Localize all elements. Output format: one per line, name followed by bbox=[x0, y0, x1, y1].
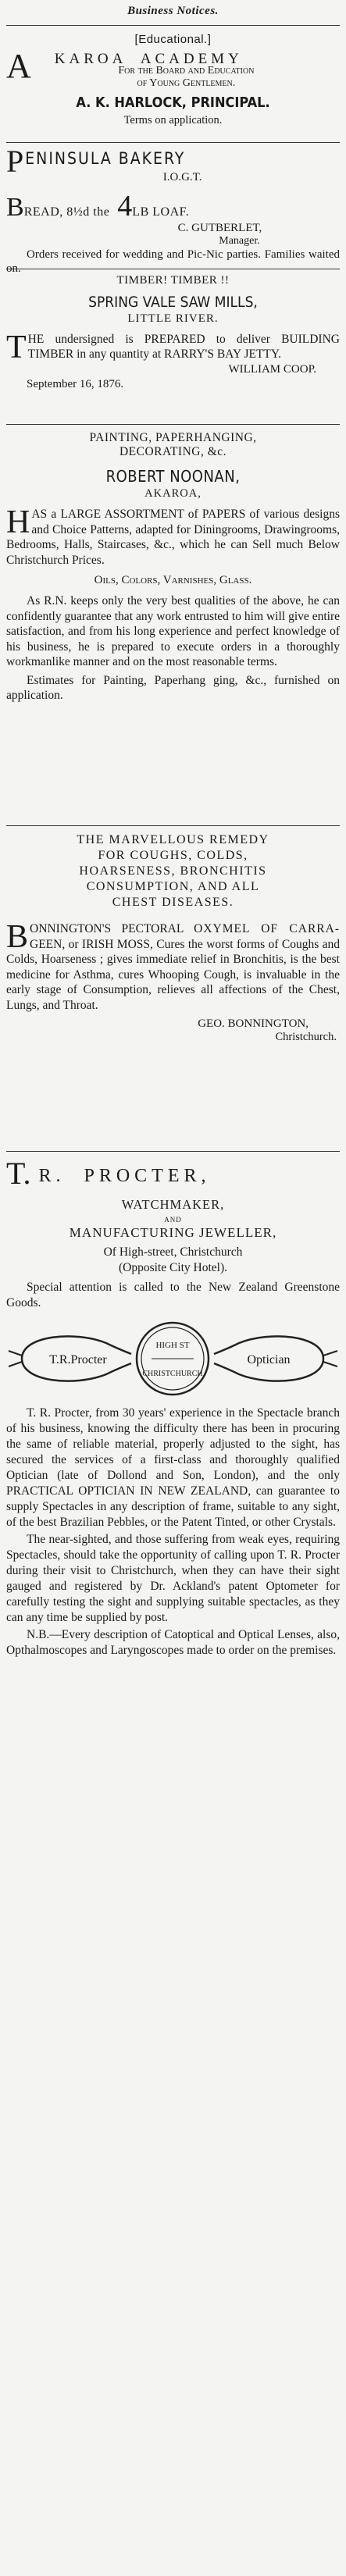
procter-special: Special attention is called to the New Zealand Greenstone Goods. bbox=[6, 1281, 340, 1309]
procter-para2: The near-sighted, and those suffering from weak eyes, requiring Spectacles, should take the opportunity of calling upon T. R. Procter during their visit to Christchurch, when they can have their sight gauged and registered by Dr. Ackland's patent Optometer for carefully testing the sight and supplying suitable spectacles, as they can any time be supplied by post. bbox=[6, 1533, 340, 1624]
remedy-h3: HOARSENESS, BRONCHITIS bbox=[79, 864, 267, 878]
timber-river: LITTLE RIVER. bbox=[127, 312, 219, 325]
noonan-text-a: AS a LARGE ASSORTMENT bbox=[31, 508, 184, 521]
remedy-h4: CONSUMPTION, AND ALL bbox=[86, 880, 260, 893]
noonan-line1: PAINTING, PAPERHANGING, bbox=[89, 431, 257, 444]
academy-initial: A bbox=[6, 47, 31, 85]
bread-initial: B bbox=[6, 193, 24, 222]
remedy-h1: THE MARVELLOUS REMEDY bbox=[77, 833, 269, 846]
bread-rest: READ, 8½d the bbox=[23, 205, 110, 219]
timber-mills: SPRING VALE SAW MILLS, bbox=[88, 294, 258, 311]
logo-left-text: T.R.Procter bbox=[49, 1353, 107, 1366]
bonnington-place: Christchurch. bbox=[275, 1031, 337, 1043]
newspaper-column bbox=[6, 0, 340, 2290]
noonan-oils: Oils, Colors, Varnishes, Glass. bbox=[94, 574, 252, 586]
procter-jeweller: MANUFACTURING JEWELLER, bbox=[69, 1225, 277, 1240]
procter-para3: N.B.—Every description of Catoptical and Optical Lenses, also, Opthalmoscopes and Laryngoscopes made to order on the premises. bbox=[6, 1628, 340, 1657]
bakery-bread-line bbox=[6, 189, 340, 222]
bakery-title-rest: ENINSULA BAKERY bbox=[25, 149, 186, 168]
divider bbox=[6, 424, 340, 425]
noonan-name: ROBERT NOONAN, bbox=[105, 467, 241, 486]
section-header: Business Notices. bbox=[6, 0, 340, 26]
ad-peninsula-bakery bbox=[6, 144, 340, 275]
bakery-name: C. GUTBERLET, bbox=[177, 222, 262, 234]
ad-akaroa-academy bbox=[6, 33, 340, 142]
procter-title bbox=[6, 1158, 340, 1192]
timber-text bbox=[6, 330, 340, 365]
ad-procter bbox=[6, 1158, 340, 2290]
ad-tag: [Educational.] bbox=[134, 33, 212, 46]
procter-watchmaker: WATCHMAKER, bbox=[121, 1197, 225, 1212]
noonan-estimates: Estimates for Painting, Paperhang ging, &c., furnished on application. bbox=[6, 673, 340, 702]
timber-date: September 16, 1876. bbox=[27, 378, 124, 390]
noonan-place: AKAROA, bbox=[144, 487, 202, 500]
bakery-role: Manager. bbox=[219, 235, 260, 247]
academy-principal: A. K. HARLOCK, PRINCIPAL. bbox=[76, 94, 270, 111]
timber-heading: TIMBER! TIMBER !! bbox=[116, 274, 230, 287]
procter-logo bbox=[6, 1320, 340, 1398]
timber-signature: WILLIAM COOP. bbox=[228, 363, 316, 376]
logo-top-text: HIGH ST bbox=[155, 1341, 190, 1350]
ad-bonnington bbox=[6, 832, 340, 1151]
remedy-h5: CHEST DISEASES. bbox=[112, 896, 234, 909]
procter-initial: T. bbox=[6, 1156, 31, 1191]
noonan-line2: DECORATING, &c. bbox=[119, 445, 227, 458]
remedy-h2: FOR COUGHS, COLDS, bbox=[98, 849, 248, 862]
bakery-orders: Orders received for wedding and Pic-Nic parties. Families waited on. bbox=[6, 248, 340, 275]
spectacles-logo-icon bbox=[6, 1320, 340, 1398]
ad-timber bbox=[6, 274, 340, 424]
noonan-initial: H bbox=[6, 504, 30, 540]
bonnington-initial: B bbox=[6, 919, 29, 955]
bonnington-text-c: GEEN, or IRISH MOSS, Cures the worst forms of Coughs and Colds, Hoarseness ; gives immediate relief in Bronchitis, is the best medicine for Asthma, cures Whooping Cough, is invaluable in the early stage of Consumption, relieves all affections of the Chest, Lungs, and Throat. bbox=[6, 937, 340, 1012]
noonan-para: As R.N. keeps only the very best qualities of the above, he can confidently guarantee that any work entrusted to him will give entire satisfaction, and from his long experience and perfect knowledge of his business, he is prepared to execute orders in a thoroughly workmanlike manner and on the most reasonable terms. bbox=[6, 594, 340, 668]
bakery-sub: I.O.G.T. bbox=[162, 171, 202, 183]
bonnington-text-b: OXYMEL OF CARRA- bbox=[194, 922, 340, 935]
academy-line3: of Young Gentlemen. bbox=[137, 77, 236, 89]
bonnington-signature: GEO. BONNINGTON, bbox=[198, 1017, 309, 1030]
academy-line2: For the Board and Education bbox=[118, 65, 255, 77]
procter-address: Of High-street, Christchurch bbox=[103, 1245, 243, 1259]
procter-opposite: (Opposite City Hotel). bbox=[118, 1261, 228, 1274]
noonan-text bbox=[6, 504, 340, 568]
bonnington-text-a: ONNINGTON'S PECTORAL bbox=[30, 922, 184, 935]
timber-text-a: HE undersigned is PREPARED to bbox=[27, 333, 226, 346]
bonnington-text bbox=[6, 921, 340, 1013]
divider bbox=[6, 1151, 340, 1152]
logo-right-text: Optician bbox=[247, 1353, 291, 1366]
bread-loaf: LB LOAF. bbox=[132, 205, 190, 219]
remedy-heading bbox=[6, 832, 340, 910]
procter-title-rest: R. PROCTER, bbox=[38, 1166, 211, 1186]
divider bbox=[6, 142, 340, 143]
timber-initial: T bbox=[6, 330, 27, 365]
procter-and: AND bbox=[164, 1216, 182, 1224]
bakery-initial: P bbox=[6, 144, 24, 179]
timber-text-b: deliver BUILDING TIMBER in any quantity at RARRY'S BAY JETTY. bbox=[27, 333, 340, 361]
divider bbox=[6, 825, 340, 826]
academy-terms: Terms on application. bbox=[123, 114, 223, 126]
procter-para1: T. R. Procter, from 30 years' experience in the Spectacle branch of his business, knowing the difficulty there has been in procuring the same of reliable material, properly adjusted to the sight, has secured the services of a first-class and thoroughly qualified Optician (late of Dollond and Son, London), and the only PRACTICAL OPTICIAN IN NEW ZEALAND, can guarantee to supply Spectacles in any description of frame, suitable to any sight, of the best Brazilian Pebbles, or the Patent Tinted, or other Crystals. bbox=[6, 1406, 340, 1529]
academy-title-rest: KAROA ACADEMY bbox=[54, 51, 243, 67]
logo-bottom-text: CHRISTCHURCH bbox=[142, 1370, 203, 1378]
ad-robert-noonan bbox=[6, 431, 340, 825]
noonan-text-b: of PAPERS of various designs and Choice Patterns, adapted for Diningrooms, Drawingrooms, Bedrooms, Halls, Staircases, &c., which he can Sell much Below Christchurch Prices. bbox=[6, 508, 340, 567]
bread-four: 4 bbox=[117, 190, 133, 223]
